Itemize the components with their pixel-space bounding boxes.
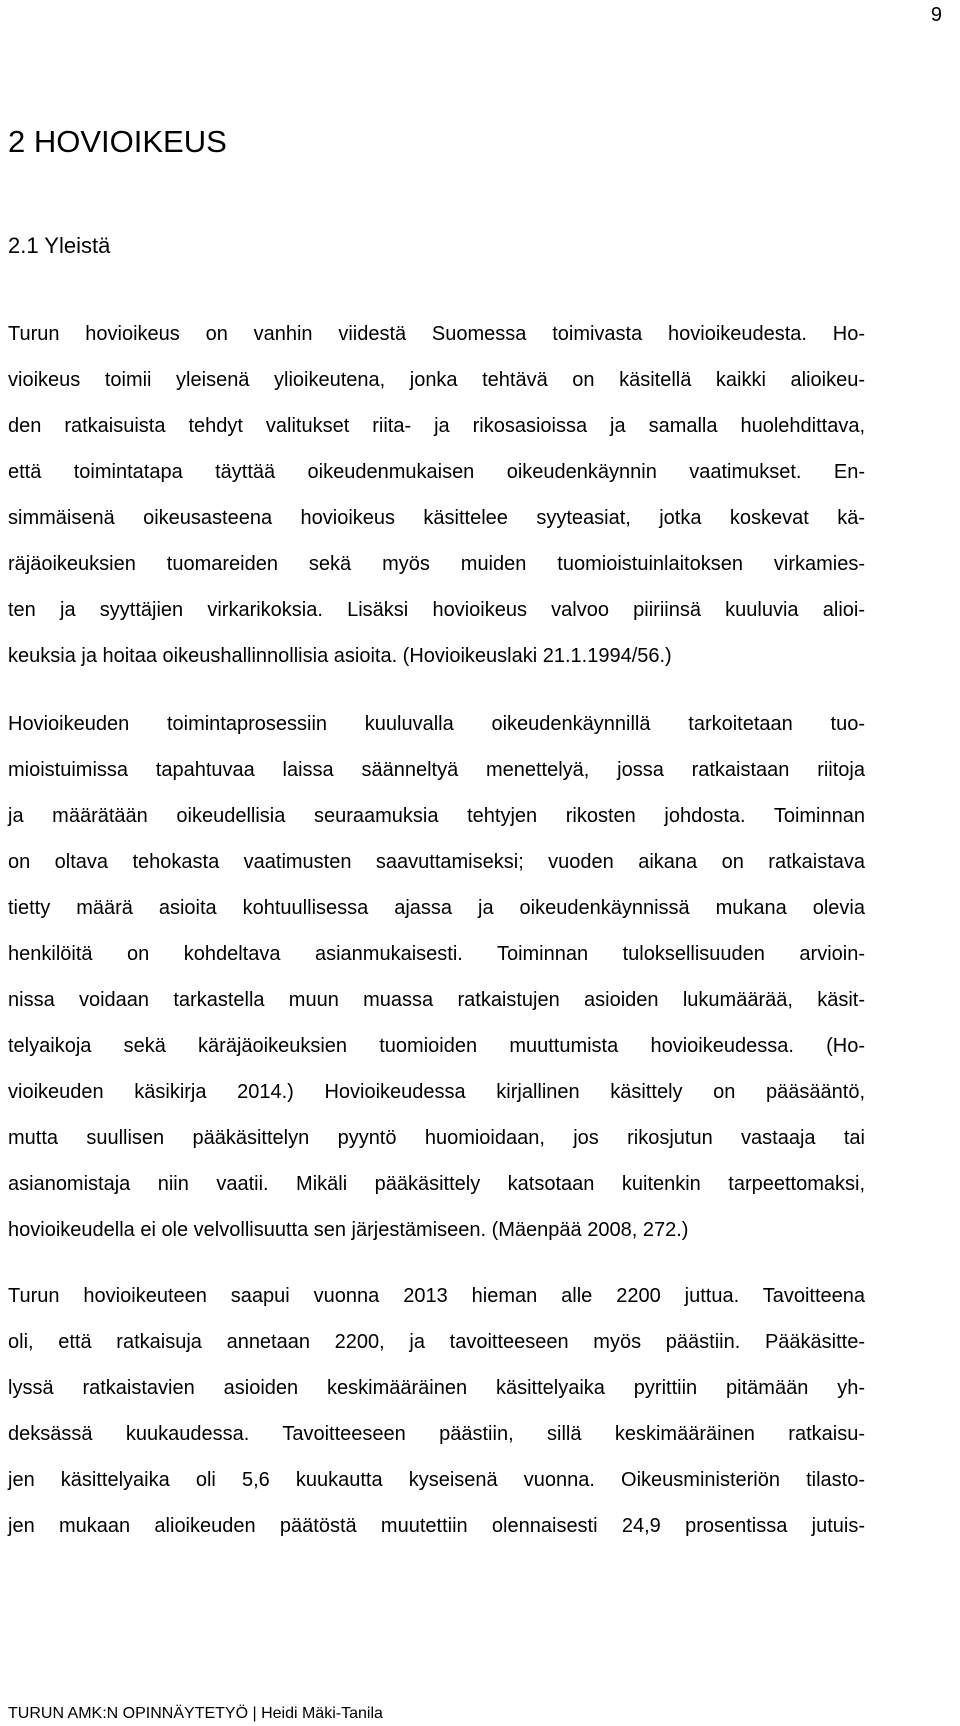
paragraph-line: oli, että ratkaisuja annetaan 2200, ja tavoitteeseen myös päästiin. Pääkäsitte- [8, 1331, 865, 1353]
paragraph-line: den ratkaisuista tehdyt valitukset riita- ja rikosasioissa ja samalla huolehdittava, [8, 415, 865, 437]
section-title: 2.1 Yleistä [8, 233, 111, 258]
paragraph-line: asianomistaja niin vaatii. Mikäli pääkäsittely katsotaan kuitenkin tarpeettomaksi, [8, 1173, 865, 1195]
page-footer: TURUN AMK:N OPINNÄYTETYÖ | Heidi Mäki-Tanila [8, 1705, 383, 1722]
paragraph-line: jen mukaan alioikeuden päätöstä muutettiin olennaisesti 24,9 prosentissa jutuis- [8, 1515, 865, 1537]
paragraph-line: nissa voidaan tarkastella muun muassa ratkaistujen asioiden lukumäärää, käsit- [8, 989, 865, 1011]
paragraph-line: deksässä kuukaudessa. Tavoitteeseen päästiin, sillä keskimääräinen ratkaisu- [8, 1423, 865, 1445]
paragraph-line: ten ja syyttäjien virkarikoksia. Lisäksi hovioikeus valvoo piiriinsä kuuluvia alioi- [8, 599, 865, 621]
paragraph-line: ja määrätään oikeudellisia seuraamuksia tehtyjen rikosten johdosta. Toiminnan [8, 805, 865, 827]
paragraph-line: Turun hovioikeus on vanhin viidestä Suomessa toimivasta hovioikeudesta. Ho- [8, 323, 865, 345]
paragraph-line: lyssä ratkaistavien asioiden keskimääräinen käsittelyaika pyrittiin pitämään yh- [8, 1377, 865, 1399]
chapter-title: 2 HOVIOIKEUS [8, 124, 227, 159]
paragraph-line: jen käsittelyaika oli 5,6 kuukautta kyseisenä vuonna. Oikeusministeriön tilasto- [8, 1469, 865, 1491]
paragraph-line: keuksia ja hoitaa oikeushallinnollisia asioita. (Hovioikeuslaki 21.1.1994/56.) [8, 645, 672, 667]
paragraph-line: hovioikeudella ei ole velvollisuutta sen järjestämiseen. (Mäenpää 2008, 272.) [8, 1219, 689, 1241]
paragraph-line: vioikeus toimii yleisenä ylioikeutena, jonka tehtävä on käsitellä kaikki alioikeu- [8, 369, 865, 391]
paragraph-line: henkilöitä on kohdeltava asianmukaisesti. Toiminnan tuloksellisuuden arvioin- [8, 943, 865, 965]
paragraph-line: mutta suullisen pääkäsittelyn pyyntö huomioidaan, jos rikosjutun vastaaja tai [8, 1127, 865, 1149]
paragraph-line: räjäoikeuksien tuomareiden sekä myös muiden tuomioistuinlaitoksen virkamies- [8, 553, 865, 575]
paragraph-line: Turun hovioikeuteen saapui vuonna 2013 hieman alle 2200 juttua. Tavoitteena [8, 1285, 865, 1307]
paragraph-line: vioikeuden käsikirja 2014.) Hovioikeudessa kirjallinen käsittely on pääsääntö, [8, 1081, 865, 1103]
paragraph-line: telyaikoja sekä käräjäoikeuksien tuomioiden muuttumista hovioikeudessa. (Ho- [8, 1035, 865, 1057]
page-number: 9 [930, 4, 942, 26]
paragraph-line: on oltava tehokasta vaatimusten saavuttamiseksi; vuoden aikana on ratkaistava [8, 851, 865, 873]
paragraph-line: simmäisenä oikeusasteena hovioikeus käsittelee syyteasiat, jotka koskevat kä- [8, 507, 865, 529]
paragraph-line: tietty määrä asioita kohtuullisessa ajassa ja oikeudenkäynnissä mukana olevia [8, 897, 865, 919]
paragraph-line: että toimintatapa täyttää oikeudenmukaisen oikeudenkäynnin vaatimukset. En- [8, 461, 865, 483]
paragraph-line: mioistuimissa tapahtuvaa laissa säänneltyä menettelyä, jossa ratkaistaan riitoja [8, 759, 865, 781]
paragraph-line: Hovioikeuden toimintaprosessiin kuuluvalla oikeudenkäynnillä tarkoitetaan tuo- [8, 713, 865, 735]
